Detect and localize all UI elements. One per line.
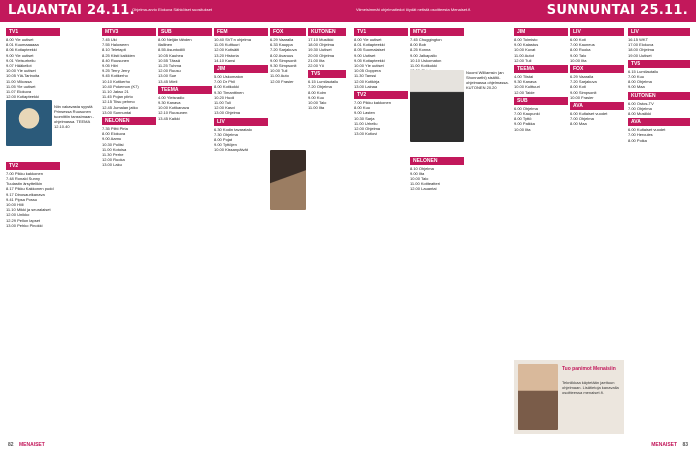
right-day-title: SUNNUNTAI 25.11. bbox=[546, 3, 688, 18]
programme-list bbox=[410, 166, 464, 192]
programme-item: 9.17 Dinosaurikanava bbox=[6, 191, 45, 197]
programme-item: 12.45 Jumalan jatko bbox=[102, 104, 138, 110]
programme-item: 8.17 Pikku Kakkonen pudd bbox=[6, 186, 54, 192]
channel-header: AVA bbox=[628, 118, 690, 126]
programme-item: 9.30 Timanttinen bbox=[214, 89, 244, 95]
programme-item: 10.40 SVT:n ohjelma bbox=[214, 37, 251, 42]
programme-item: 7.55 Haloween bbox=[102, 42, 129, 48]
programme-list bbox=[214, 127, 268, 153]
programme-item: 11.07 Elokuva bbox=[6, 89, 32, 95]
programme-item: 14.10 Kansi bbox=[214, 57, 236, 63]
programme-item: 5.00 Uskomaton bbox=[214, 74, 244, 80]
programme-item: 12.00 Ruusu bbox=[158, 68, 181, 74]
programme-item: 10.05 Kauhea bbox=[158, 52, 183, 58]
programme-item: 10.00 Talo bbox=[308, 100, 327, 106]
programme-item: 9.25 Terry Jerry bbox=[102, 68, 130, 74]
programme-item: 11.00 Kotoisa bbox=[102, 146, 127, 152]
right-footer bbox=[647, 442, 688, 448]
programme-item: 11.00 Autot bbox=[514, 52, 534, 58]
programme-item: 6.29 Vaaralla bbox=[570, 74, 594, 80]
channel-header: KUTONEN bbox=[628, 92, 690, 100]
programme-item: 10.00 Yle uutiset bbox=[6, 68, 36, 74]
programme-item: 8.25 Konna bbox=[410, 47, 431, 53]
programme-item: 21.00 Ilta bbox=[308, 57, 325, 63]
programme-list bbox=[628, 101, 690, 117]
programme-item: 9.00 Yle uutiset bbox=[6, 52, 34, 58]
programme-item: 8.00 Tyttö bbox=[514, 116, 532, 122]
programme-item: 9.41 Pipsa Possu bbox=[6, 196, 38, 202]
programme-item: 12.00 Kotiapteekki bbox=[6, 94, 39, 100]
programme-item: 7.20 Sarjakuva bbox=[270, 47, 297, 53]
channel-header: MTV3 bbox=[410, 28, 464, 36]
programme-item: 11.00 Kotiteatteri bbox=[410, 181, 440, 187]
programme-item: 13.00 Laku bbox=[102, 162, 122, 168]
programme-item: 7.00 Hercules bbox=[628, 132, 653, 138]
programme-list bbox=[354, 100, 408, 136]
programme-item: 22.00 Yö bbox=[308, 63, 324, 69]
programme-item: 6.30 Kodin tavaratalo bbox=[214, 126, 252, 132]
right-col-5 bbox=[628, 26, 690, 438]
photo-spacer bbox=[270, 84, 306, 154]
programme-item: 8.40 Ruusunen bbox=[102, 57, 130, 63]
programme-item: 12.00 Unikko bbox=[6, 212, 30, 218]
programme-item: 8.00 Yle uutiset bbox=[354, 37, 382, 42]
left-col-6 bbox=[308, 26, 346, 438]
channel-header: JIM bbox=[214, 65, 268, 73]
programme-list bbox=[308, 79, 346, 110]
programme-item: 7.00 Ohjelma bbox=[628, 105, 652, 111]
programme-list bbox=[158, 95, 212, 121]
programme-item: 10.05 Ylä-Tarinoita bbox=[6, 73, 40, 79]
left-photo-movie bbox=[270, 150, 306, 210]
programme-item: 8.25 Kiisti kaikkien bbox=[102, 52, 135, 58]
channel-header: TV5 bbox=[308, 70, 346, 78]
left-col-5 bbox=[270, 26, 306, 438]
programme-item: 10.00 Kissanpäivät bbox=[214, 147, 248, 153]
programme-item: 18.00 Ohjelma bbox=[308, 42, 335, 48]
programme-item: 8.10 Ohjelma bbox=[410, 165, 434, 171]
programme-list bbox=[514, 106, 568, 132]
channel-header: TV1 bbox=[6, 28, 60, 36]
programme-item: 8.00 Poika bbox=[628, 137, 647, 143]
programme-item: 9.00 Jalkapallo bbox=[410, 52, 437, 58]
programme-item: 13.00 Sunnuntai bbox=[102, 109, 132, 115]
programme-item: 11.30 Perhe bbox=[102, 152, 124, 158]
programme-item: 10.00 Ilta bbox=[514, 126, 531, 132]
channel-header: TV1 bbox=[354, 28, 408, 36]
left-col-1 bbox=[6, 26, 60, 438]
programme-item: 12.29 Pellon lapset bbox=[6, 217, 41, 223]
programme-item: 11.10 Mikki ja seuralaiset bbox=[6, 207, 51, 213]
programme-item: 9.00 Maa bbox=[628, 84, 645, 90]
programme-item: 12.00 Kotisäiti bbox=[214, 47, 240, 53]
programme-item: 7.00 Dr Phil bbox=[214, 79, 235, 85]
programme-item: 9.00 Talo bbox=[570, 52, 587, 58]
programme-item: 9.30 Kanava bbox=[158, 100, 181, 106]
programme-item: 12.00 Ruoka bbox=[102, 157, 125, 163]
programme-item: 6.00 Kultaiset vuodet bbox=[628, 127, 666, 133]
promo-photo bbox=[518, 364, 558, 430]
programme-item: 9.30 Simpsonit bbox=[270, 63, 297, 69]
promo-title: Tuo panimot Menaisiin bbox=[562, 366, 616, 372]
programme-item: 10.30 Poliisi bbox=[102, 141, 124, 147]
programme-item: 9.00 Simpsonit bbox=[570, 89, 597, 95]
programme-item: 8.00 Musiikki bbox=[628, 111, 652, 117]
right-topbar bbox=[348, 0, 696, 22]
programme-item: 13.20 Historia bbox=[214, 52, 239, 58]
channel-header: LIV bbox=[570, 28, 624, 36]
programme-list bbox=[6, 171, 60, 228]
programme-item: 8.05 Suomalaiset bbox=[354, 47, 385, 53]
programme-list bbox=[570, 74, 624, 100]
programme-item: 9.00 Uutiset bbox=[354, 52, 376, 58]
programme-item: 9.30 Kanava bbox=[514, 79, 537, 85]
right-legend: Viimeisimmät ohjelmatiedot löydät netistä osoitteesta Menaiset.fi. bbox=[356, 7, 472, 12]
programme-item: 13.00 Lainaa bbox=[354, 83, 378, 89]
left-col-2 bbox=[102, 26, 156, 438]
right-page bbox=[348, 0, 696, 450]
left-col-3 bbox=[158, 26, 212, 438]
programme-item: 7.30 Ohjelma bbox=[214, 131, 238, 137]
programme-item: 9.05 Hiiri bbox=[102, 63, 118, 69]
programme-item: 8.00 Pojat bbox=[214, 137, 233, 143]
right-promo-box bbox=[514, 360, 624, 434]
right-col-1 bbox=[354, 26, 408, 438]
programme-item: 10.30 Sarja bbox=[354, 115, 375, 121]
programme-item: 12.00 Kasvi bbox=[214, 105, 235, 111]
channel-header: SUB bbox=[158, 28, 212, 36]
programme-list bbox=[570, 37, 624, 63]
programme-item: 12.15 Tiisu pehmo bbox=[102, 99, 135, 105]
programme-item: 13.45 Mieli bbox=[158, 78, 178, 84]
channel-header: TEEMA bbox=[158, 86, 212, 94]
left-footer bbox=[8, 442, 49, 448]
programme-item: 8.00 Kuu bbox=[354, 105, 371, 111]
programme-item: 7.00 Pikku kakkonen bbox=[6, 170, 43, 176]
programme-item: 10.00 Kotikanava bbox=[158, 105, 189, 111]
programme-item: 8.00 Kotikokki bbox=[214, 84, 239, 90]
channel-header: MTV3 bbox=[102, 28, 156, 36]
programme-item: 10.00 Frasier bbox=[570, 94, 594, 100]
programme-item: 12.00 Tuli bbox=[514, 57, 532, 63]
channel-header: AVA bbox=[570, 102, 624, 110]
programme-item: 10.10 Uskomaton bbox=[410, 57, 442, 63]
programme-item: 7.45 Uki bbox=[102, 37, 117, 42]
channel-header: TEEMA bbox=[514, 65, 568, 73]
programme-item: 16.15 WKT bbox=[628, 37, 649, 42]
programme-item: 12.00 Taide bbox=[514, 89, 535, 95]
programme-item: 8.01 Kotiapteekki bbox=[354, 42, 385, 48]
programme-item: 6.00 Ostos-TV bbox=[628, 100, 654, 106]
left-photo-dancer bbox=[6, 100, 52, 146]
programme-item: 6.00 Kultaiset vuodet bbox=[570, 111, 608, 117]
programme-item: 11.45 Pojan piirto bbox=[102, 94, 133, 100]
programme-item: 13.00 Kotiovi bbox=[354, 131, 378, 137]
programme-item: 10.00 Tuli bbox=[270, 68, 288, 74]
left-legend: Ohjelma-arvio Elokuva Sähköiset suositukset bbox=[132, 7, 213, 12]
programme-item: 10.00 Hiili bbox=[6, 202, 24, 208]
brand-mark: MENAISET bbox=[18, 442, 45, 448]
programme-item: 6.00 Ohjelma bbox=[514, 105, 538, 111]
programme-item: 11.00 Viikossa bbox=[6, 78, 32, 84]
channel-header: FOX bbox=[270, 28, 306, 36]
left-photo-caption: Niin vakavasta syystä Prinsessa Ruusunen tuomittiin tanssimaan -ohjelmassa. TEEMA 12.10.40 bbox=[54, 104, 95, 129]
programme-item: 10.20 Huoli bbox=[214, 94, 235, 100]
right-photo-caption: Noomi Williamsin (an Shonnarthi) sisältö-ohjelmassa ohjelmassa. KUTONEN 20.20 bbox=[466, 70, 509, 90]
programme-item: 9.01 Yleisurheilu bbox=[6, 57, 36, 63]
programme-item: 13.45 Kaikki bbox=[158, 115, 180, 121]
programme-list bbox=[628, 37, 690, 58]
programme-item: 9.45 Kotikerho bbox=[102, 73, 128, 79]
programme-list bbox=[158, 37, 212, 84]
programme-item: 8.00 Ohjelma bbox=[628, 79, 652, 85]
programme-item: 9.00 Kalastus bbox=[514, 42, 539, 48]
programme-list bbox=[6, 37, 60, 110]
programme-item: 4.00 Tiistai bbox=[514, 74, 534, 80]
programme-list bbox=[628, 127, 690, 143]
programme-item: 8.06 Kotiapteekki bbox=[6, 47, 37, 53]
programme-list bbox=[570, 111, 624, 127]
programme-item: 9.00 Simpsonit bbox=[270, 57, 297, 63]
programme-item: 7.45 Chuggington bbox=[410, 37, 442, 42]
programme-item: 8.10 Teletapit bbox=[102, 47, 126, 53]
programme-item: 10.10 Kotikerho bbox=[102, 78, 131, 84]
channel-header: TV2 bbox=[354, 91, 408, 99]
left-day-title: LAUANTAI 24.11. bbox=[8, 3, 135, 18]
channel-header: LIV bbox=[628, 28, 690, 36]
programme-item: 9.05 Kotiapteekki bbox=[354, 57, 385, 63]
programme-item: 11.25 Tuhma bbox=[158, 63, 182, 69]
right-photo-person bbox=[410, 70, 464, 142]
programme-item: 8.00 Ruoka bbox=[570, 47, 591, 53]
programme-item: 10.40 Pokemon (K7) bbox=[102, 83, 139, 89]
programme-item: 11.00 Auto bbox=[270, 73, 289, 79]
programme-item: 11.05 Kulttuuri bbox=[214, 42, 240, 48]
programme-item: 19.30 Uutiset bbox=[308, 47, 332, 53]
channel-header: FEM bbox=[214, 28, 268, 36]
left-topbar bbox=[0, 0, 348, 22]
programme-item: 12.10 Ruusunen bbox=[158, 110, 188, 116]
channel-header: KUTONEN bbox=[308, 28, 346, 36]
programme-item: 7.20 Sarjakuva bbox=[570, 79, 597, 85]
channel-header: NELONEN bbox=[102, 117, 156, 125]
programme-item: 10.00 Kulttuuri bbox=[514, 84, 540, 90]
programme-item: 8.00 Toimisto bbox=[514, 37, 538, 42]
programme-item: 6.00 Koti bbox=[570, 37, 586, 42]
programme-item: 11.00 Ilta bbox=[308, 105, 325, 111]
programme-item: 8.00 Koti bbox=[570, 84, 586, 90]
programme-item: 11.10 Jakso 21 bbox=[102, 89, 129, 95]
programme-item: 10.00 Yle uutiset bbox=[354, 63, 384, 69]
programme-item: 7.00 Kauneus bbox=[570, 42, 595, 48]
programme-list bbox=[214, 37, 268, 63]
programme-item: 19.00 Uutiset bbox=[628, 52, 652, 58]
programme-item: 6.15 Lumilautailu bbox=[308, 79, 339, 85]
channel-header: LIV bbox=[214, 118, 268, 126]
programme-item: 7.00 Ohjelma bbox=[570, 116, 594, 122]
programme-item: 10.00 Talo bbox=[410, 176, 429, 182]
programme-item: 9.00 Tyttöjen bbox=[214, 142, 237, 148]
channel-header: TV5 bbox=[628, 60, 690, 68]
programme-item: Tuulastin ärsyttelikin bbox=[6, 181, 43, 187]
programme-item: 10.00 Ilta bbox=[570, 57, 587, 63]
programme-list bbox=[102, 37, 156, 115]
programme-list bbox=[354, 37, 408, 89]
programme-item: 7.48 Ronald Sunny bbox=[6, 176, 41, 182]
programme-item: 4.00 Yleisradio bbox=[158, 94, 185, 100]
programme-item: 10.00 Kuvat bbox=[514, 47, 536, 53]
programme-list bbox=[514, 37, 568, 63]
programme-item: 8.00 Elokuva bbox=[102, 131, 126, 137]
programme-item: 11.05 Yle uutiset bbox=[6, 83, 36, 89]
programme-item: illallinen bbox=[158, 42, 173, 48]
programme-item: 17.00 Elokuva bbox=[628, 42, 654, 48]
page-number: 82 bbox=[8, 442, 14, 448]
programme-list bbox=[102, 126, 156, 168]
channel-header: NELONEN bbox=[410, 157, 464, 165]
programme-item: 11.30 Tanssi bbox=[354, 73, 377, 79]
programme-item: 10.05 Ooppera bbox=[354, 68, 381, 74]
programme-item: 9.00 Aamu bbox=[102, 136, 122, 142]
programme-item: 8.00 Kolm bbox=[308, 89, 327, 95]
programme-item: 8.00 Yle uutiset bbox=[6, 37, 34, 42]
programme-item: 8.55 Asuntodiili bbox=[158, 47, 185, 53]
channel-header: TV2 bbox=[6, 162, 60, 170]
programme-item: 11.00 Tuli bbox=[214, 100, 232, 106]
channel-header: JIM bbox=[514, 28, 568, 36]
programme-item: 12.00 Kotikirja bbox=[354, 78, 380, 84]
programme-item: 7.00 Kaupunki bbox=[514, 111, 540, 117]
programme-list bbox=[514, 74, 568, 95]
programme-item: 9.00 Paikka bbox=[514, 121, 535, 127]
programme-item: 7.20 Ohjelma bbox=[308, 84, 332, 90]
programme-item: 8.02 Avaruus bbox=[270, 52, 294, 58]
programme-item: 6.29 Vaaralla bbox=[270, 37, 294, 42]
programme-item: 8.00 Maa bbox=[570, 121, 587, 127]
programme-item: 13.00 Pehko Pinokki bbox=[6, 222, 43, 228]
programme-item: 9.00 Kuu bbox=[308, 94, 325, 100]
programme-item: 12.00 Ohjelma bbox=[354, 126, 381, 132]
programme-item: 9.00 Ilta bbox=[410, 170, 425, 176]
programme-item: 8.00 Bob bbox=[410, 42, 427, 48]
programme-item: 6.15 Lumilautailu bbox=[628, 68, 659, 74]
programme-item: 12.00 Frasier bbox=[270, 78, 294, 84]
page-number: 83 bbox=[682, 442, 688, 448]
programme-list bbox=[308, 37, 346, 68]
programme-item: 7.35 Piltti Pirta bbox=[102, 126, 128, 132]
brand-mark: MENAISET bbox=[651, 442, 678, 448]
left-col-4 bbox=[214, 26, 268, 438]
programme-list bbox=[270, 37, 306, 84]
programme-item: 17.10 Musiikki bbox=[308, 37, 334, 42]
programme-item: 10.55 Tässä bbox=[158, 57, 180, 63]
programme-item: 11.00 Kotikokki bbox=[410, 63, 437, 69]
programme-item: 6.33 Kauppa bbox=[270, 42, 293, 48]
programme-item: 20.00 Ohjelma bbox=[308, 52, 335, 58]
channel-header: SUB bbox=[514, 97, 568, 105]
programme-item: 12.00 Lauantai bbox=[410, 186, 437, 192]
programme-list bbox=[628, 69, 690, 90]
programme-item: 7.00 Pikku kakkonen bbox=[354, 100, 391, 106]
programme-item: 8.01 Kuumaaaaaa bbox=[6, 42, 39, 48]
programme-item: 13.00 Ohjelma bbox=[214, 110, 241, 116]
programme-item: 11.00 Urheilu bbox=[354, 120, 378, 126]
programme-item: 9.07 Hääkellot bbox=[6, 63, 32, 69]
programme-item: 9.00 Lasten bbox=[354, 110, 375, 116]
programme-item: 7.00 Kuu bbox=[628, 74, 645, 80]
programme-item: 13.00 Sue bbox=[158, 73, 177, 79]
promo-body: Tekniikkaa käytetään jaettuun ohjelmaan. Lisätietoja kanavalla osoitteessa menaiset.fi. bbox=[562, 380, 619, 395]
channel-header: FOX bbox=[570, 65, 624, 73]
programme-item: 8.00 Neljän tähden bbox=[158, 37, 192, 42]
programme-item: 18.00 Ohjelma bbox=[628, 47, 655, 53]
programme-list bbox=[214, 74, 268, 116]
